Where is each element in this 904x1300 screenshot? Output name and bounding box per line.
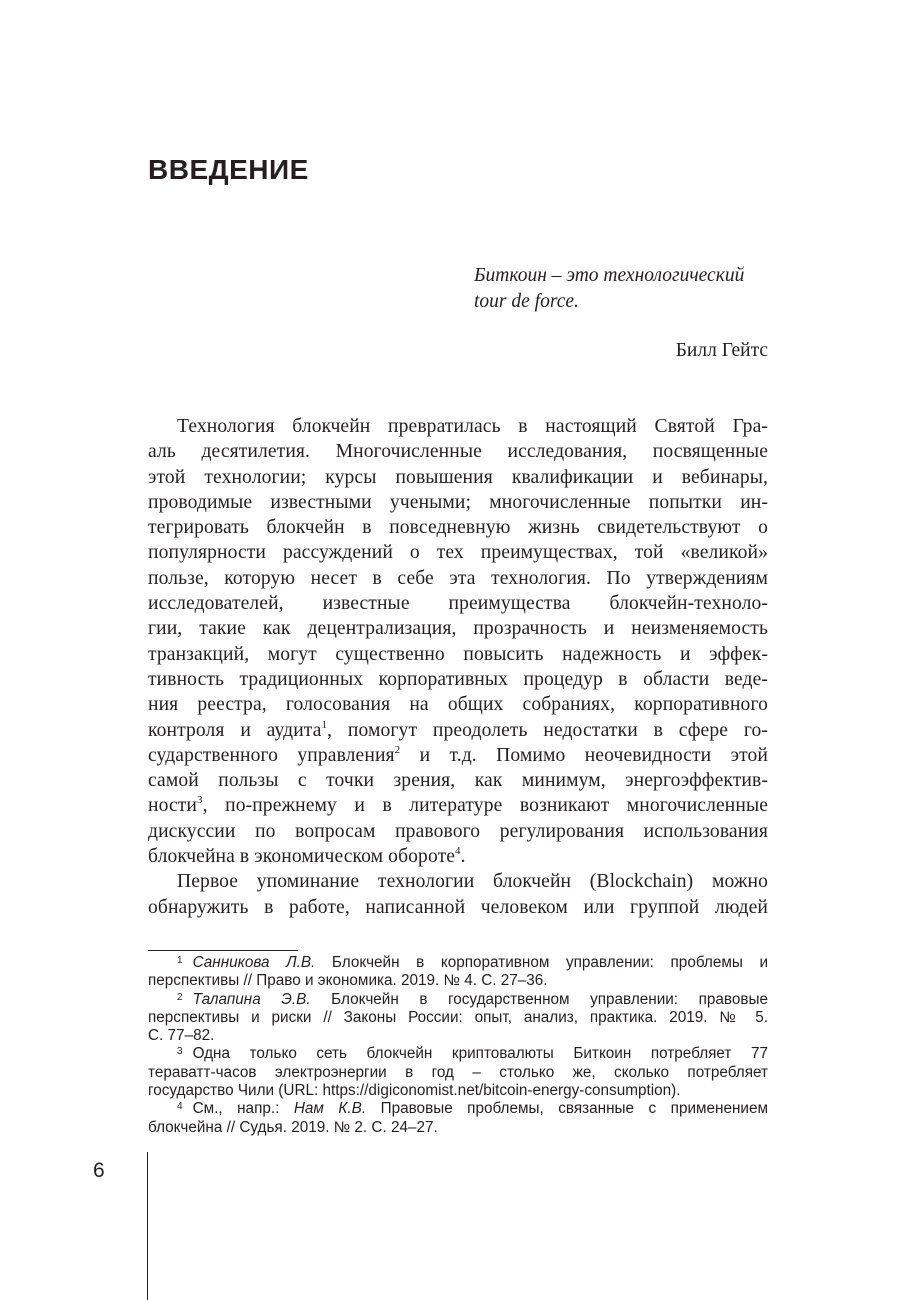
text-line: Первое упоминание технологии блокчейн (Blockchain) можно [177, 871, 768, 893]
text-segment: ности [148, 795, 198, 817]
text-line [148, 718, 768, 743]
footnote-line: блокчейна // Судья. 2019. № 2. С. 24–27. [148, 1118, 438, 1136]
text-line: тегрировать блокчейн в повседневную жизнь свидетельствуют о [148, 517, 768, 539]
footnote-ref-3: 3 [197, 794, 203, 807]
footnote-line: С. 77–82. [148, 1027, 215, 1045]
footnote-text: Одна только сеть блокчейн криптовалюты Биткоин потребляет 77 [192, 1045, 768, 1063]
text-segment: , по-прежнему и в литературе возникают многочисленные [202, 795, 768, 817]
text-line [148, 743, 768, 768]
main-text [148, 414, 768, 920]
epigraph-line: tour de force. [474, 291, 579, 312]
footnote-divider [148, 950, 298, 951]
footnote-ref-1: 1 [321, 718, 328, 731]
footnote-text: Правовые проблемы, связанные с применением [366, 1100, 769, 1118]
epigraph [474, 263, 774, 315]
footnote-author: Нам К.В. [293, 1100, 367, 1118]
epigraph-line: Биткоин – это технологический [474, 265, 745, 286]
text-line: проводимые известными учеными; многочисленные попытки ин- [148, 491, 768, 513]
footnote-line: государство Чили (URL: https://digiconomist.net/bitcoin-energy-consumption). [148, 1082, 681, 1100]
text-line: исследователей, известные преимущества блокчейн-техноло- [148, 593, 768, 615]
footnote-line: перспективы // Право и экономика. 2019. № 4. С. 27–36. [148, 972, 548, 990]
text-segment: , помогут преодолеть недостатки в сфере го- [327, 719, 768, 741]
margin-rule [147, 1152, 148, 1300]
text-segment: и т.д. Помимо неочевидности этой [400, 744, 768, 766]
text-line: тивность традиционных корпоративных процедур в области веде- [148, 668, 768, 690]
text-line: пользе, которую несет в себе эта технология. По утверждениям [148, 567, 768, 589]
footnote-4 [148, 1100, 768, 1118]
footnote-1 [148, 954, 768, 972]
text-line: дискуссии по вопросам правового регулирования использования [148, 820, 768, 842]
epigraph-author: Билл Гейтс [675, 340, 768, 361]
footnote-number: 4 [177, 1101, 183, 1113]
text-segment: сударственного управления [148, 744, 395, 766]
text-line: этой технологии; курсы повышения квалификации и вебинары, [148, 466, 768, 488]
footnote-line: перспективы и риски // Законы России: опыт, анализ, практика. 2019. № 5. [148, 1008, 768, 1026]
text-line: обнаружить в работе, написанной человеком или группой людей [148, 896, 768, 918]
footnote-ref-4: 4 [455, 845, 461, 858]
text-line [148, 844, 768, 869]
text-segment: контроля и аудита [148, 719, 322, 741]
text-line: транзакций, могут существенно повысить надежность и эффек- [148, 643, 768, 665]
text-segment: . [460, 846, 466, 868]
text-line: гии, такие как децентрализация, прозрачность и неизменяемость [148, 618, 768, 640]
footnote-3 [148, 1045, 768, 1063]
footnote-ref-2: 2 [394, 743, 401, 756]
text-line [148, 793, 768, 818]
footnote-line: тераватт-часов электроэнергии в год – столько же, сколько потребляет [148, 1063, 768, 1081]
chapter-title: ВВЕДЕНИЕ [148, 154, 309, 185]
footnote-number: 3 [177, 1046, 183, 1058]
footnote-number: 1 [177, 955, 183, 966]
text-line: популярности рассуждений о тех преимуществах, той «великой» [148, 542, 768, 564]
footnote-2 [148, 991, 768, 1009]
footnotes [148, 954, 768, 1137]
text-line: Технология блокчейн превратилась в настоящий Святой Гра- [177, 416, 768, 437]
footnote-text: Блокчейн в корпоративном управлении: проблемы и [315, 954, 768, 971]
page-number: 6 [93, 1159, 105, 1182]
text-line: аль десятилетия. Многочисленные исследования, посвященные [148, 441, 768, 463]
footnote-author: Санникова Л.В. [192, 954, 316, 971]
text-line: самой пользы с точки зрения, как минимум, энергоэффектив- [148, 770, 768, 792]
text-line: ния реестра, голосования на общих собраниях, корпоративного [148, 694, 768, 716]
footnote-number: 2 [177, 991, 183, 1003]
footnote-text: См., напр.: [192, 1100, 294, 1118]
footnote-author: Талапина Э.В. [192, 990, 311, 1008]
footnote-text: Блокчейн в государственном управлении: правовые [310, 990, 768, 1008]
text-segment: блокчейна в экономическом обороте [148, 846, 456, 868]
